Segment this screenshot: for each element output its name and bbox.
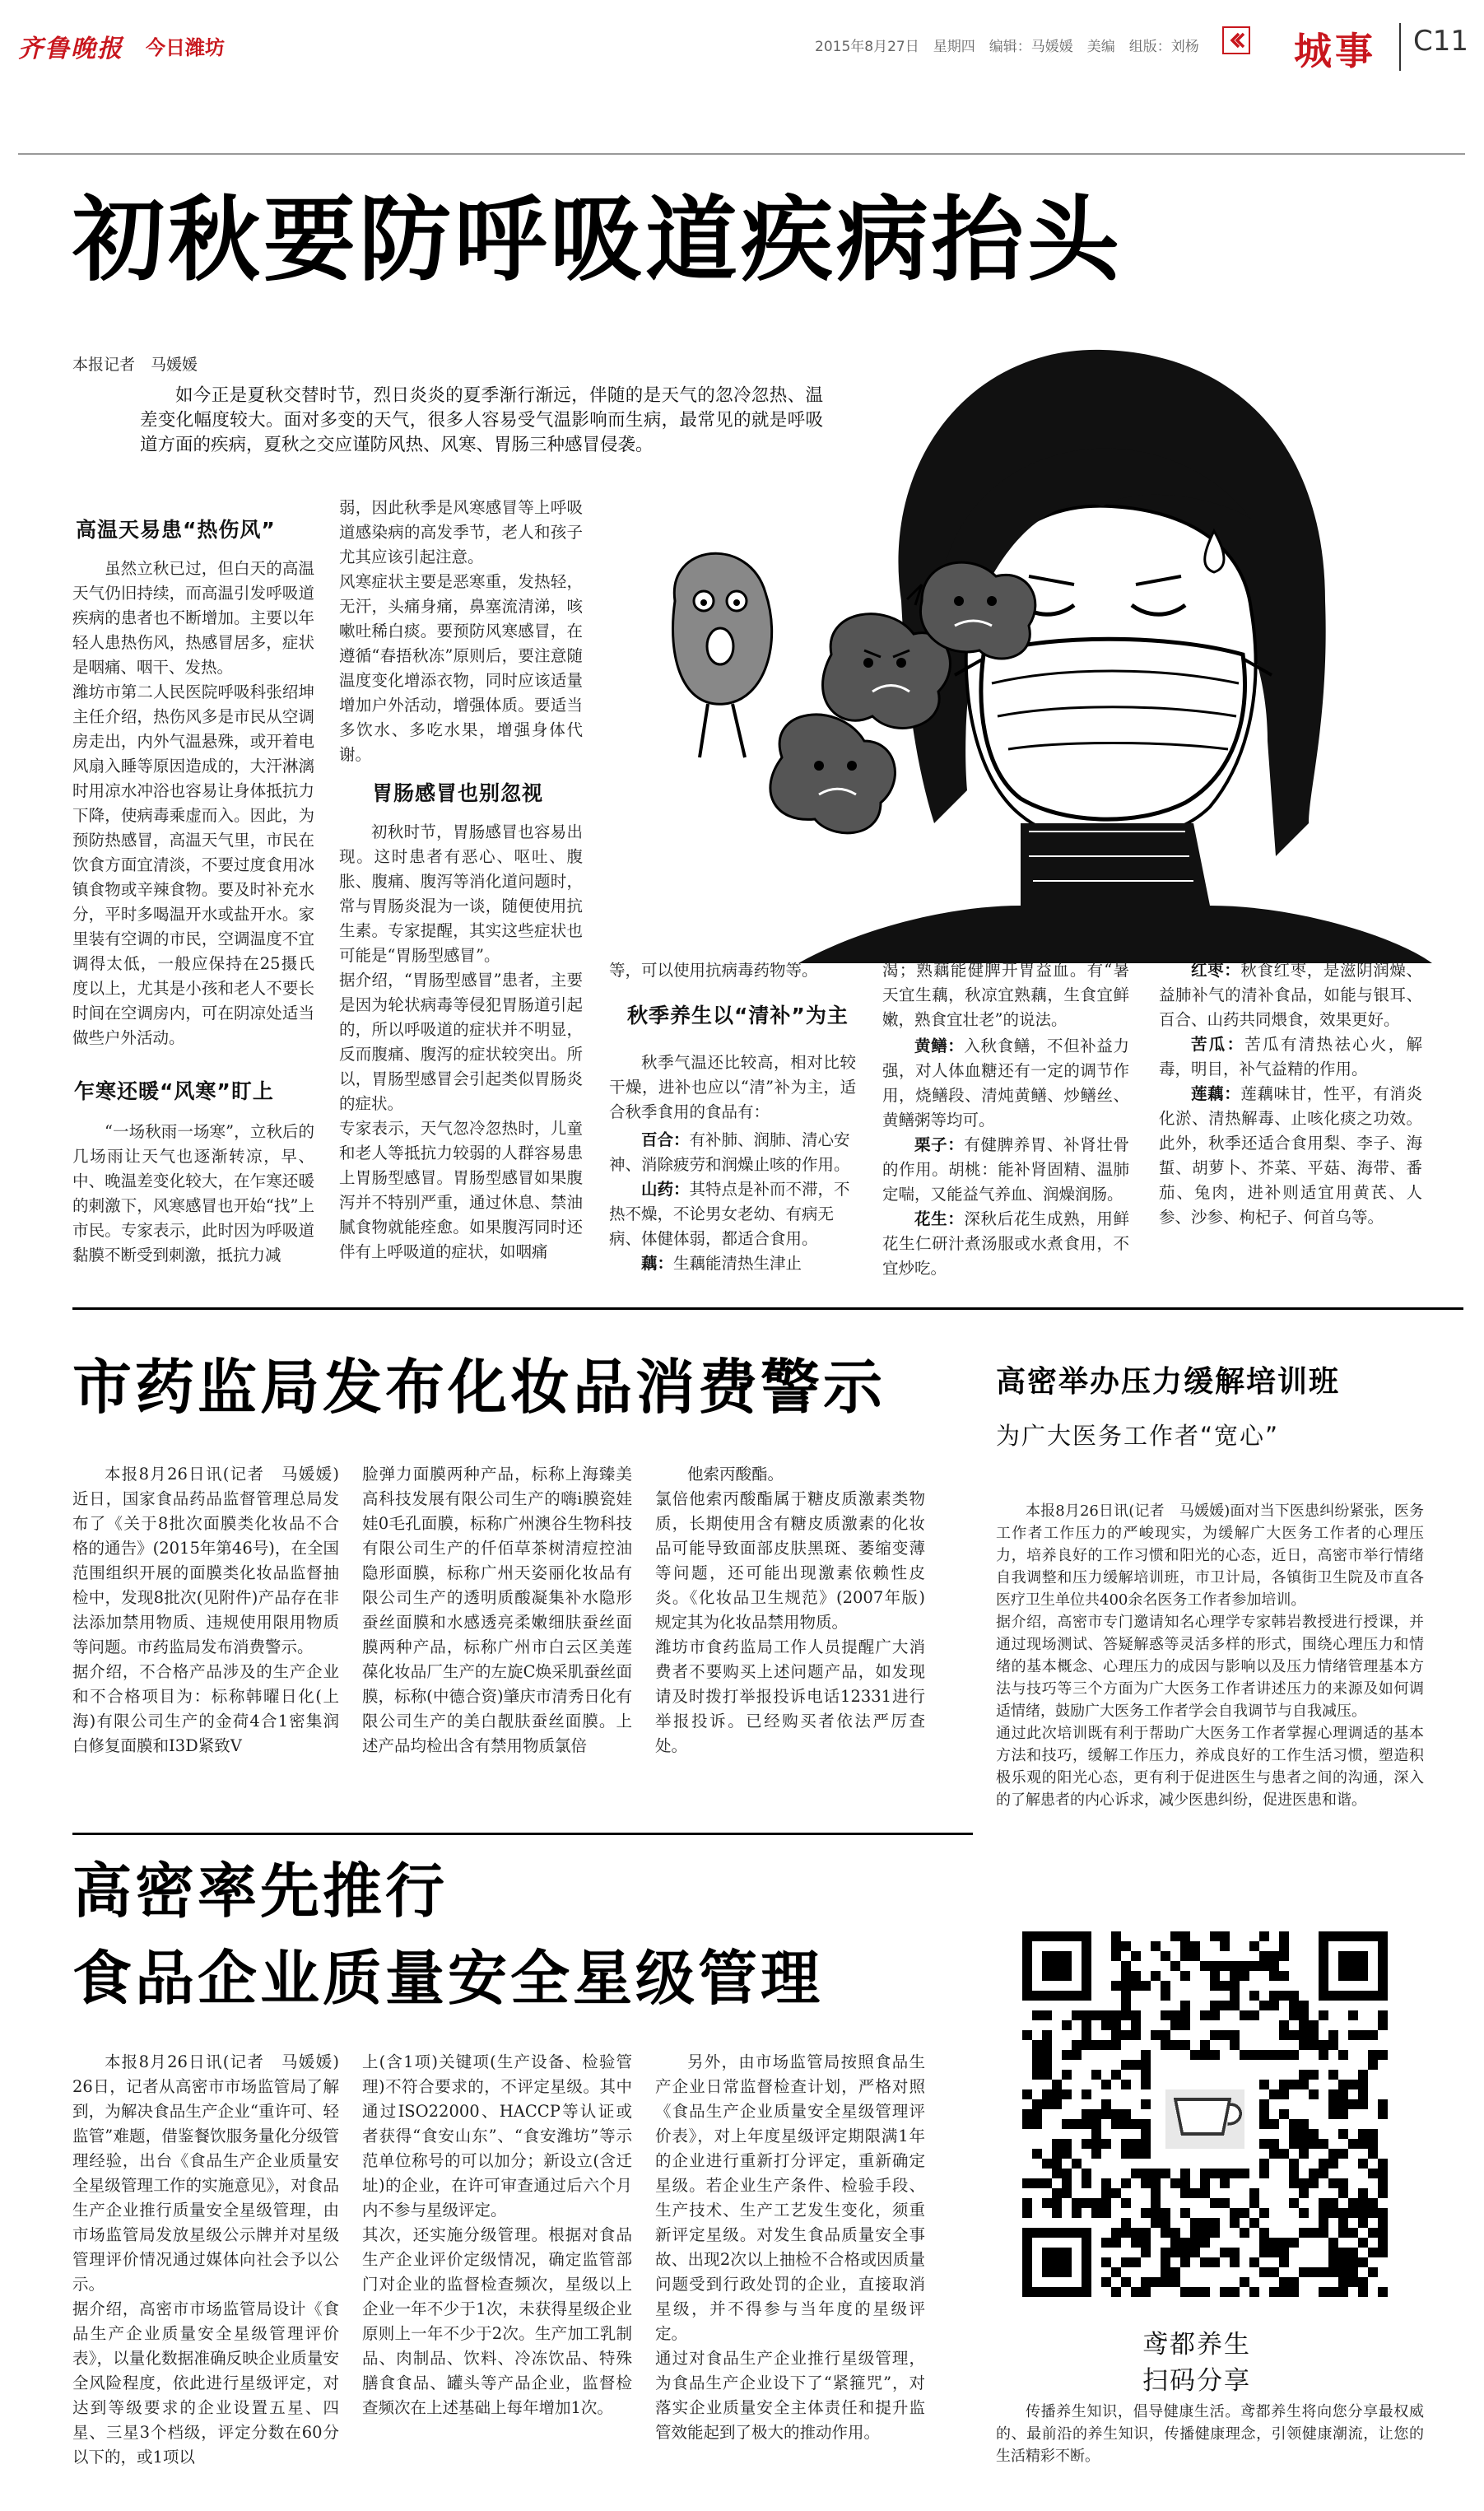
section-rule-2 (72, 1833, 973, 1835)
article3-headline-line2: 食品企业质量安全星级管理 (72, 1944, 824, 2013)
food-name: 花生： (914, 1209, 965, 1228)
section-title: 城事 (1294, 29, 1376, 73)
food-desc: 秋食红枣，是滋阴润燥、益肺补气的清补食品，如能与银耳、百合、山药共同煨食，效果更好。 (1159, 961, 1422, 1029)
section-marker-icon (1222, 26, 1250, 54)
article1-lead: 如今正是夏秋交替时节，烈日炎炎的夏季渐行渐远，伴随的是天气的忽冷忽热、温差变化幅度较大。面对多变的天气，很多人容易受气温影响而生病，最常见的就是呼吸道方面的疾病，夏秋之交应谨防风热、风寒、胃肠三种感冒侵袭。 (140, 385, 823, 455)
header-meta: 2015年8月27日 星期四 编辑：马媛媛 美编 组版：刘杨 (815, 39, 1199, 55)
food-item (1159, 1082, 1422, 1230)
food-name: 红枣： (1191, 961, 1241, 980)
article1-subhead-stomach: 胃肠感冒也别忽视 (372, 781, 544, 805)
section-rule-1 (72, 1307, 1463, 1310)
article2-headline: 市药监局发布化妆品消费警示 (72, 1353, 886, 1422)
qr-code-icon[interactable] (1022, 1931, 1388, 2297)
article3-headline-line1: 高密率先推行 (72, 1856, 449, 1926)
article3-col2: 上(含1项)关键项(生产设备、检验管理)不符合要求的，不评定星级。其中通过ISO22000、HACCP等认证或者获得“食安山东”、“食安潍坊”等示范单位称号的可以加分；新设立(含迁址)的企业，在许可审查通过后六个月内不参与星级评定。 其次，还实施分级管理。根据对食品生产企业评价定级情况，确定监管部门对企业的监督检查频次，星级以上企业一年不少于1次，未获得星级企业原则上一年不少于2次。生产加工乳制品、肉制品、饮料、冷冻饮品、特殊膳食食品、罐头等产品企业，监督检查频次在上述基础上每年增加1次。 (362, 2052, 632, 2417)
food-name: 百合： (641, 1130, 690, 1149)
article2-col2: 脸弹力面膜两种产品，标称上海臻美高科技发展有限公司生产的嗨i膜瓷娃娃0毛孔面膜，标称广州澳谷生物科技有限公司生产的仟佰草茶树清痘控油隐形面膜，标称广州天姿丽化妆品有限公司生产的透明质酸凝集补水隐形蚕丝面膜和水感透亮柔嫩细肤蚕丝面膜两种产品，标称广州市白云区美莲葆化妆品厂生产的左旋C焕采肌蚕丝面膜，标称(中德合资)肇庆市清秀日化有限公司生产的美白靓肤蚕丝面膜。上述产品均检出含有禁用物质氯倍 (362, 1465, 632, 1755)
paper-name: 齐鲁晚报 (18, 35, 123, 63)
qr-description: 传播养生知识，倡导健康生活。鸢都养生将向您分享最权威的、最前沿的养生知识，传播健康理念，引领健康潮流，让您的生活精彩不断。 (996, 2403, 1424, 2465)
food-name: 栗子： (914, 1135, 965, 1154)
food-item (609, 1128, 856, 1177)
qr-caption-line2: 扫码分享 (1142, 2366, 1251, 2396)
food-desc: 深秋后花生成熟，用鲜花生仁研汁煮汤服或水煮食用，不宜炒吃。 (882, 1209, 1129, 1278)
food-item (1159, 958, 1422, 1032)
germ-icon (770, 715, 896, 833)
article1-col3-lead: 秋季气温还比较高，相对比较干燥，进补也应以“清”补为主，适合秋季食用的食品有： (609, 1053, 856, 1121)
article1-subhead-heat: 高温天易患“热伤风” (76, 518, 276, 542)
foods-col3 (609, 1128, 856, 1276)
germ-icon (920, 562, 1035, 659)
foods-col4 (882, 1034, 1129, 1281)
article1-col2-stomach: 初秋时节，胃肠感冒也容易出现。这时患者有恶心、呕吐、腹胀、腹痛、腹泻等消化道问题时，常与胃肠炎混为一谈，随便使用抗生素。专家提醒，其实这些症状也可能是“胃肠型感冒”。 据介绍，“胃肠型感冒”患者，主要是因为轮状病毒等侵犯胃肠道引起的，所以呼吸道的症状并不明显，反而腹痛、腹泻的症状较突出。所以，胃肠型感冒会引起类似胃肠炎的症状。 专家表示，天气忽冷忽热时，儿童和老人等抵抗力较弱的人群容易患上胃肠型感冒。胃肠型感冒如果腹泻并不特别严重，通过休息、禁油腻食物就能痊愈。如果腹泻同时还伴有上呼吸道的症状，如咽痛 (339, 822, 583, 1261)
food-item (609, 1251, 856, 1276)
food-desc: 苦瓜有清热祛心火，解毒，明目，补气益精的作用。 (1159, 1035, 1422, 1078)
header-divider (1399, 23, 1401, 71)
article1-byline: 本报记者 马媛媛 (72, 356, 198, 374)
masthead (18, 23, 1483, 72)
food-name: 黄鳝： (914, 1037, 965, 1055)
article4-subheadline: 为广大医务工作者“宽心” (996, 1422, 1280, 1450)
article2-col1: 本报8月26日讯(记者 马媛媛) 近日，国家食品药品监督管理总局发布了《关于8批次面膜类化妆品不合格的通告》(2015年第46号)，在全国范围组织开展的面膜类化妆品监督抽检中，发现8批次(见附件)产品存在非法添加禁用物质、违规使用限用物质等问题。市药监局发布消费警示。 据介绍，不合格产品涉及的生产企业和不合格项目为：标称韩曜日化(上海)有限公司生产的金荷4合1密集润白修复面膜和I3D紧致V (72, 1465, 339, 1755)
foods-col5 (1159, 958, 1422, 1230)
food-item (609, 1177, 856, 1251)
article1-subhead-autumn: 秋季养生以“清补”为主 (627, 1004, 849, 1027)
article4-headline: 高密举办压力缓解培训班 (996, 1365, 1341, 1399)
food-desc: 其特点是补而不滞，不热不燥，不论男女老幼、有病无病、体健体弱，都适合食用。 (609, 1180, 850, 1248)
food-desc: 入秋食鳝，不但补益力强，对人体血糖还有一定的调节作用，烧鳝段、清炖黄鳝、炒鳝丝、黄鳝粥等均可。 (882, 1037, 1129, 1130)
article1-col3-top: 等，可以使用抗病毒药物等。 (609, 961, 818, 980)
section-name: 今日潍坊 (146, 36, 225, 59)
food-item (1159, 1032, 1422, 1082)
food-desc: 生藕能清热生津止 (673, 1254, 802, 1273)
qr-caption-line1: 鸢都养生 (1142, 2330, 1251, 2360)
article1-col1-chill: “一场秋雨一场寒”，立秋后的几场雨让天气也逐渐转凉，早、中、晚温差变化较大，在乍寒还暖的刺激下，风寒感冒也开始“找”上市民。专家表示，此时因为呼吸道黏膜不断受到刺激，抵抗力减 (72, 1122, 314, 1265)
cold-mask-illustration (675, 329, 1449, 963)
food-desc: 莲藕味甘，性平，有消炎化淤、清热解毒、止咳化痰之功效。此外，秋季还适合食用梨、李子、海蜇、胡萝卜、芥菜、平菇、海带、番茄、兔肉，进补则适宜用黄芪、人参、沙参、枸杞子、何首乌等。 (1159, 1084, 1422, 1227)
food-item (882, 1133, 1129, 1207)
page-number: C11 (1413, 25, 1469, 58)
scared-germ-icon (673, 553, 772, 757)
food-name: 藕： (641, 1254, 674, 1273)
header-rule (18, 153, 1465, 155)
article3-col3: 另外，由市场监管局按照食品生产企业日常监督检查计划，严格对照《食品生产企业质量安全星级管理评价表》，对上年度星级评定期限满1年的企业进行重新打分评定，重新确定星级。若企业生产条件、检验手段、生产技术、生产工艺发生变化，须重新评定星级。对发生食品质量安全事故、出现2次以上抽检不合格或因质量问题受到行政处罚的企业，直接取消星级，并不得参与当年度的星级评定。 通过对食品生产企业推行星级管理，为食品生产企业设下了“紧箍咒”，对落实企业质量安全主体责任和提升监管效能起到了极大的推动作用。 (655, 2052, 925, 2442)
food-desc: 有健脾养胃、补肾壮骨的作用。胡桃：能补肾固精、温肺定喘，又能益气养血、润燥润肠。 (882, 1135, 1129, 1204)
article4-body: 本报8月26日讯(记者 马媛媛)面对当下医患纠纷紧张，医务工作者工作压力的严峻现实，为缓解广大医务工作者的心理压力，培养良好的工作习惯和阳光的心态，近日，高密市举行情绪自我调整和压力缓解培训班，市卫计局，各镇街卫生院及市直各医疗卫生单位共400余名医务工作者参加培训。 据介绍，高密市专门邀请知名心理学专家韩岩教授进行授课，并通过现场测试、答疑解惑等灵活多样的形式，围绕心理压力和情绪的基本概念、心理压力的成因与影响以及压力情绪管理基本方法与技巧等三个方面为广大医务工作者讲述压力的来源及如何调适情绪，鼓励广大医务工作者学会自我调节与自我减压。 通过此次培训既有利于帮助广大医务工作者掌握心理调适的基本方法和技巧，缓解工作压力，养成良好的工作生活习惯，塑造积极乐观的阳光心态，更有利于促进医生与患者之间的沟通，深入的了解患者的内心诉求，减少医患纠纷，促进医患和谐。 (996, 1502, 1424, 1809)
food-name: 苦瓜： (1191, 1035, 1245, 1054)
article1-col1-heat: 虽然立秋已过，但白天的高温天气仍旧持续，而高温引发呼吸道疾病的患者也不断增加。主要以年轻人患热伤风，热感冒居多，症状是咽痛、咽干、发热。 潍坊市第二人民医院呼吸科张绍坤主任介绍，热伤风多是市民从空调房走出，内外气温悬殊，或开着电风扇入睡等原因造成的，大汗淋漓时用凉水冲浴也容易让身体抵抗力下降，使病毒乘虚而入。因此，为预防热感冒，高温天气里，市民在饮食方面宜清淡，不要过度食用冰镇食物或辛辣食物。要及时补充水分，平时多喝温开水或盐开水。家里装有空调的市民，空调温度不宜调得太低，一般应保持在25摄氏度以上，尤其是小孩和老人不要长时间在空调房内，可在阴凉处适当做些户外活动。 (72, 559, 314, 1047)
food-name: 山药： (641, 1180, 690, 1199)
food-desc: 有补肺、润肺、清心安神、消除疲劳和润燥止咳的作用。 (609, 1130, 850, 1174)
article3-col1: 本报8月26日讯(记者 马媛媛) 26日，记者从高密市市场监管局了解到，为解决食品生产企业“重许可、轻监管”难题，借鉴餐饮服务量化分级管理经验，出台《食品生产企业质量安全星级管理工作的实施意见》，对食品生产企业推行质量安全星级管理，由市场监管局发放星级公示牌并对星级管理评价情况通过媒体向社会予以公示。 据介绍，高密市市场监管局设计《食品生产企业质量安全星级管理评价表》，以量化数据准确反映企业质量安全风险程度，依此进行星级评定，对达到等级要求的企业设置五星、四星、三星3个档级，评定分数在60分以下的，或1项以 (72, 2052, 339, 2467)
article2-col3: 他索丙酸酯。 氯倍他索丙酸酯属于糖皮质激素类物质，长期使用含有糖皮质激素的化妆品可能导致面部皮肤黑斑、萎缩变薄等问题，还可能出现激素依赖性皮炎。《化妆品卫生规范》(2007年版)规定其为化妆品禁用物质。 潍坊市食药监局工作人员提醒广大消费者不要购买上述问题产品，如发现请及时拨打举报投诉电话12331进行举报投诉。已经购买者依法严厉查处。 (655, 1465, 925, 1755)
article1-subhead-chill: 乍寒还暖“风寒”盯上 (74, 1079, 274, 1103)
article1-headline: 初秋要防呼吸道疾病抬头 (72, 187, 1123, 294)
food-item (882, 1034, 1129, 1133)
article1-col2-cold: 弱，因此秋季是风寒感冒等上呼吸道感染病的高发季节，老人和孩子尤其应该引起注意。 风寒症状主要是恶寒重，发热轻，无汗，头痛身痛，鼻塞流清涕，咳嗽吐稀白痰。要预防风寒感冒，在遵循“春捂秋冻”原则后，要注意随温度变化增添衣物，同时应该适量增加户外活动，增强体质。要适当多饮水、多吃水果，增强身体代谢。 (339, 498, 583, 764)
food-item (882, 1207, 1129, 1281)
food-name: 莲藕： (1191, 1084, 1241, 1103)
article1-col4-lead: 渴；熟藕能健脾开胃益血。有“暑天宜生藕，秋凉宜熟藕，生食宜鲜嫩，熟食宜壮老”的说法。 (882, 961, 1129, 1029)
